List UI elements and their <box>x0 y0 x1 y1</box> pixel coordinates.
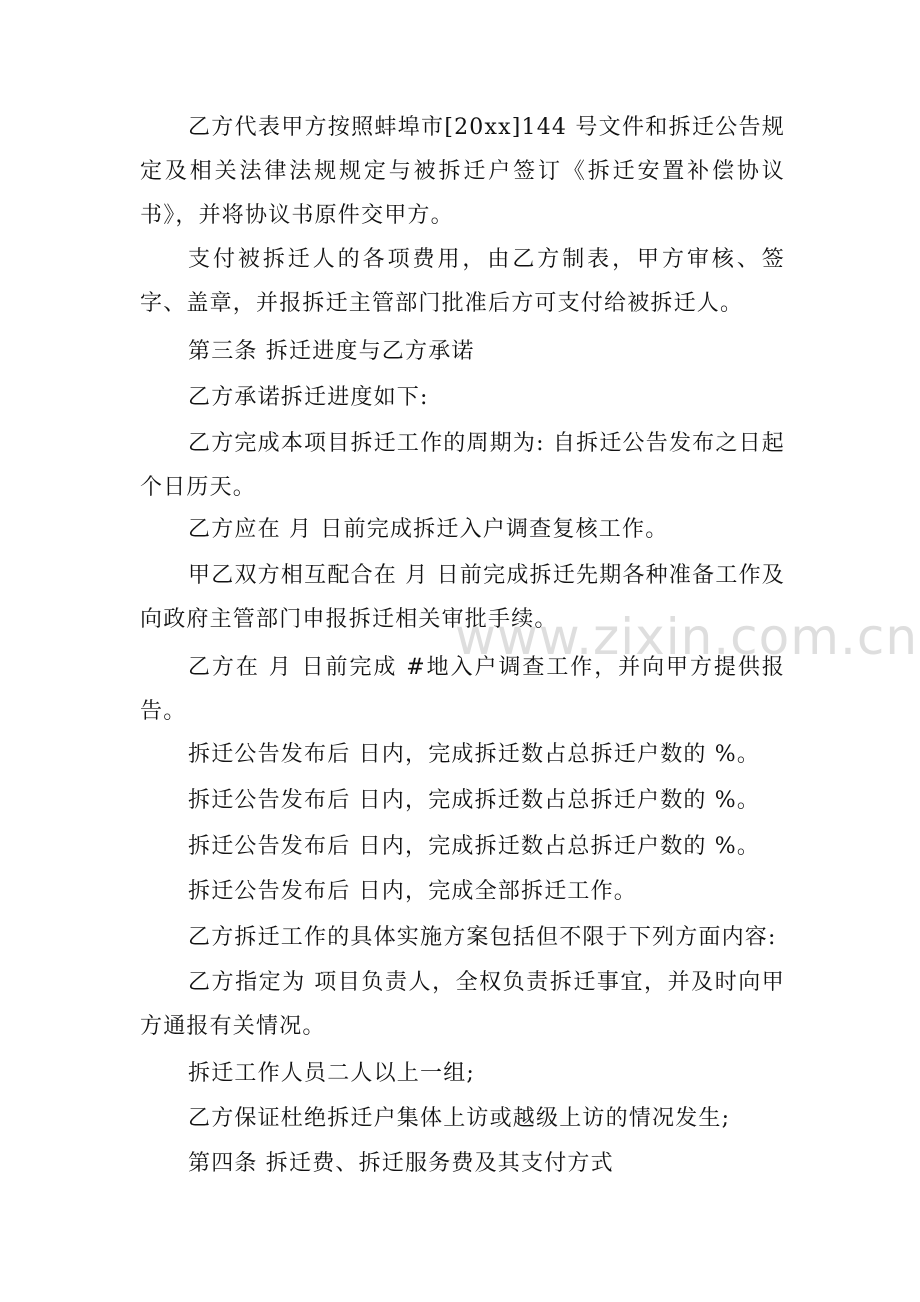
paragraph-11: 拆迁公告发布后 日内，完成全部拆迁工作。 <box>188 879 637 904</box>
paragraph-4: 乙方完成本项目拆迁工作的周期为: 自拆迁公告发布之日起 个日历天。 <box>140 431 794 500</box>
paragraph-10: 拆迁公告发布后 日内，完成拆迁数占总拆迁户数的 %。 <box>188 834 761 859</box>
paragraph-2: 支付被拆迁人的各项费用，由乙方制表，甲方审核、签字、盖章，并报拆迁主管部门批准后方可支付给被拆迁人。 <box>140 247 785 316</box>
paragraph-5: 乙方应在 月 日前完成拆迁入户调查复核工作。 <box>188 517 669 542</box>
paragraph-9: 拆迁公告发布后 日内，完成拆迁数占总拆迁户数的 %。 <box>188 788 761 813</box>
paragraph-6: 甲乙双方相互配合在 月 日前完成拆迁先期各种准备工作及向政府主管部门申报拆迁相关审批手续。 <box>140 563 785 632</box>
paragraph-12: 乙方拆迁工作的具体实施方案包括但不限于下列方面内容: <box>188 925 777 950</box>
paragraph-8: 拆迁公告发布后 日内，完成拆迁数占总拆迁户数的 %。 <box>188 742 761 767</box>
section-heading-article-4: 第四条 拆迁费、拆迁服务费及其支付方式 <box>188 1151 614 1176</box>
paragraph-1: 乙方代表甲方按照蚌埠市[20xx]144 号文件和拆迁公告规定及相关法律法规规定与被拆迁户签订《拆迁安置补偿协议书》，并将协议书原件交甲方。 <box>140 115 785 228</box>
paragraph-15: 乙方保证杜绝拆迁户集体上访或越级上访的情况发生; <box>188 1106 731 1131</box>
paragraph-7: 乙方在 月 日前完成 #地入户调查工作，并向甲方提供报告。 <box>140 655 785 724</box>
watermark: www.zixin.com.cn <box>455 608 919 666</box>
paragraph-3: 乙方承诺拆迁进度如下: <box>188 385 429 410</box>
paragraph-14: 拆迁工作人员二人以上一组; <box>188 1061 476 1086</box>
paragraph-13: 乙方指定为 项目负责人，全权负责拆迁事宜，并及时向甲方通报有关情况。 <box>140 970 785 1039</box>
section-heading-article-3: 第三条 拆迁进度与乙方承诺 <box>188 339 475 364</box>
